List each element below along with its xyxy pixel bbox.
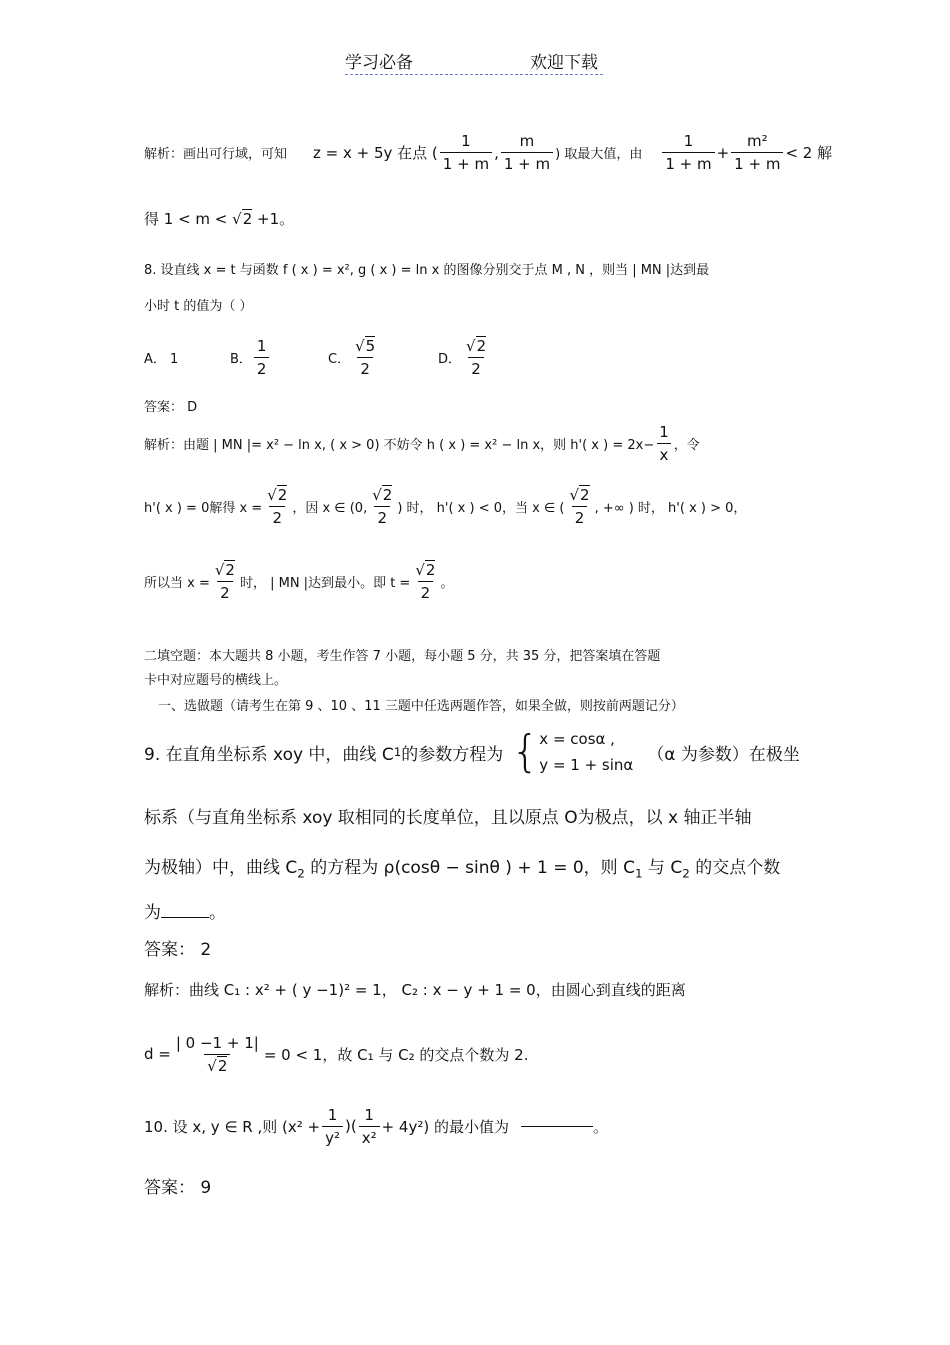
q9-line3-sub2: 1 bbox=[634, 866, 643, 881]
q8-b-frac1-den: 2 bbox=[269, 506, 285, 527]
section2-line2: 卡中对应题号的横线上。 bbox=[144, 673, 288, 688]
q7-frac4-num: m² bbox=[746, 132, 768, 150]
q8-analysis-a bbox=[144, 420, 700, 466]
q10-pre: 10. 设 x, y ∈ R ,则 (x² + bbox=[144, 1117, 321, 1136]
q7-line2-root: 2 bbox=[242, 210, 253, 228]
q8-c2: 时， | MN |达到最小。即 t = bbox=[239, 575, 411, 591]
q8-analysis-b bbox=[144, 480, 746, 532]
q10-end: 。 bbox=[593, 1117, 609, 1136]
q8-c3: 。 bbox=[440, 575, 454, 591]
q9-answer: 答案： 2 bbox=[144, 940, 212, 960]
q8-b-frac2-den: 2 bbox=[374, 506, 390, 527]
q9-analysis2-post: = 0 < 1，故 C₁ 与 C₂ 的交点个数为 2. bbox=[263, 1045, 529, 1064]
q8-c-frac1 bbox=[212, 561, 238, 602]
option-c-den: 2 bbox=[357, 357, 373, 378]
q10-post: + 4y²) 的最小值为 bbox=[381, 1117, 509, 1136]
q7-frac2-den: 1 + m bbox=[501, 152, 553, 173]
q10-frac1 bbox=[322, 1106, 343, 1147]
option-b-den: 2 bbox=[254, 357, 270, 378]
q7-frac4-den: 1 + m bbox=[731, 152, 783, 173]
q9-eq1: x = cosα , bbox=[539, 730, 615, 748]
q9-analysis2-pre: d = bbox=[144, 1045, 171, 1063]
q8-b-frac1-num: √2 bbox=[267, 485, 288, 504]
q9-analysis2-root: 2 bbox=[217, 1056, 228, 1075]
q7-frac3-den: 1 + m bbox=[662, 152, 714, 173]
q8-line1: 8. 设直线 x = t 与函数 f ( x ) = x², g ( x ) = ln x 的图像分别交于点 M , N ，则当 | MN |达到最 bbox=[144, 263, 710, 278]
q10-mid: )( bbox=[344, 1117, 357, 1135]
q8-c-frac1-root: 2 bbox=[225, 560, 235, 579]
q9-analysis2-frac bbox=[173, 1034, 262, 1075]
q9-answer-blank[interactable] bbox=[161, 917, 209, 918]
q8-c1: 所以当 x = bbox=[144, 575, 210, 591]
q9-line1 bbox=[144, 724, 800, 780]
q7-frac1-den: 1 + m bbox=[440, 152, 492, 173]
q9-analysis1: 解析：曲线 C₁ : x² + ( y −1)² = 1， C₂ : x − y + 1 = 0，由圆心到直线的距离 bbox=[144, 981, 686, 999]
q7-frac1 bbox=[440, 132, 492, 173]
q7-lead: 解析：画出可行域，可知 bbox=[144, 147, 288, 162]
q7-analysis-line1 bbox=[144, 132, 832, 173]
option-a-label: A． bbox=[144, 352, 166, 367]
q8-analysis-a-text: 解析：由题 | MN |= x² − ln x, ( x > 0) 不妨令 h ( x ) = x² − ln x，则 h'( x ) = 2x− bbox=[144, 437, 655, 453]
q9-line1-pre: 9. 在直角坐标系 xoy 中，曲线 C bbox=[144, 744, 394, 765]
q8-a-num: 1 bbox=[659, 422, 669, 441]
q8-b2: ，因 x ∈ (0, bbox=[292, 500, 368, 516]
q9-line1-mid: 的参数方程为 bbox=[401, 744, 504, 765]
q7-frac2 bbox=[501, 132, 553, 173]
q7-frac2-num: m bbox=[519, 132, 535, 150]
q8-c-frac1-den: 2 bbox=[217, 581, 233, 602]
brace-icon: { bbox=[511, 726, 540, 777]
q8-b-frac3-root: 2 bbox=[580, 485, 590, 504]
q8-c-frac2-num: √2 bbox=[415, 560, 436, 579]
q8-b4: , +∞ ) 时， h'( x ) > 0， bbox=[594, 500, 747, 516]
q10-frac1-num: 1 bbox=[327, 1105, 338, 1124]
section2-line1: 二填空题：本大题共 8 小题，考生作答 7 小题，每小题 5 分，共 35 分，把答案填在答题 bbox=[144, 649, 661, 664]
q8-b-frac1-root: 2 bbox=[277, 485, 288, 504]
q8-a-den: x bbox=[657, 443, 672, 464]
q10-frac2-num: 1 bbox=[364, 1105, 374, 1124]
q9-line4 bbox=[144, 898, 226, 923]
page-header bbox=[345, 48, 603, 75]
q9-line3-sub3: 2 bbox=[682, 866, 690, 881]
q8-analysis-a-frac bbox=[656, 423, 672, 464]
q9-line3-mid2: 与 C bbox=[642, 858, 683, 878]
option-c-root: 5 bbox=[365, 336, 376, 355]
q10-line bbox=[144, 1100, 608, 1152]
q7-mid: ) 取最大值，由 bbox=[555, 147, 643, 162]
q8-b1: h'( x ) = 0解得 x = bbox=[144, 500, 263, 516]
q7-comma: , bbox=[494, 143, 499, 162]
q8-line2: 小时 t 的值为（ ） bbox=[144, 299, 253, 314]
q8-options bbox=[144, 332, 604, 382]
q10-answer-blank[interactable] bbox=[521, 1126, 593, 1127]
q7-line2-pre: 得 1 < m < bbox=[144, 210, 228, 228]
q8-option-d bbox=[438, 332, 491, 382]
q9-analysis2-den: √2 bbox=[204, 1054, 230, 1075]
option-b-frac bbox=[254, 337, 270, 378]
q8-b-frac2 bbox=[369, 486, 395, 527]
q9-line1-post: （α 为参数）在极坐 bbox=[647, 744, 800, 765]
q8-c-frac1-num: √2 bbox=[214, 560, 235, 579]
q8-option-c bbox=[328, 332, 380, 382]
header-right: 欢迎下载 bbox=[530, 53, 598, 73]
q8-option-b bbox=[230, 332, 271, 382]
q8-b-frac3-num: √2 bbox=[569, 485, 590, 504]
q8-b-frac3-den: 2 bbox=[572, 506, 588, 527]
option-c-frac bbox=[352, 337, 378, 378]
q9-line1-sub: 1 bbox=[393, 745, 402, 759]
q8-c-frac2-root: 2 bbox=[425, 560, 436, 579]
option-c-num: √5 bbox=[355, 336, 376, 355]
q9-system bbox=[539, 726, 633, 778]
q9-line3-pre: 为极轴）中，曲线 C bbox=[144, 858, 298, 878]
q10-frac1-den: y² bbox=[322, 1126, 343, 1147]
option-d-label: D． bbox=[438, 351, 462, 367]
option-d-root: 2 bbox=[476, 336, 487, 355]
option-d-num: √2 bbox=[466, 336, 487, 355]
q8-option-a bbox=[144, 348, 178, 367]
q9-line3-post: 的交点个数 bbox=[689, 858, 781, 878]
q8-answer: 答案： D bbox=[144, 400, 198, 415]
q7-tail: < 2 解 bbox=[785, 144, 833, 162]
option-b-label: B． bbox=[230, 351, 252, 367]
header-left: 学习必备 bbox=[345, 53, 413, 73]
q7-sqrt-sign: √ bbox=[232, 210, 242, 228]
q8-c-frac2 bbox=[412, 561, 438, 602]
section2-line3: 一、选做题（请考生在第 9 、10 、11 三题中任选两题作答，如果全做，则按前两题记分） bbox=[158, 699, 684, 714]
q10-frac2 bbox=[359, 1106, 380, 1147]
q10-answer: 答案： 9 bbox=[144, 1178, 212, 1198]
q7-frac3-num: 1 bbox=[683, 132, 694, 150]
q9-line3-mid: 的方程为 ρ(cosθ − sinθ ) + 1 = 0，则 C bbox=[304, 858, 635, 878]
q7-frac4 bbox=[731, 132, 783, 173]
q7-expr1: z = x + 5y 在点 ( bbox=[313, 144, 438, 162]
q9-analysis2 bbox=[144, 1028, 528, 1080]
option-d-frac bbox=[463, 337, 489, 378]
q9-line4-post: 。 bbox=[209, 903, 226, 923]
q8-b-frac2-num: √2 bbox=[372, 485, 393, 504]
q10-frac2-den: x² bbox=[359, 1126, 380, 1147]
option-a-value: 1 bbox=[170, 352, 179, 367]
q8-b-frac1 bbox=[264, 486, 290, 527]
q9-eq2: y = 1 + sinα bbox=[539, 756, 634, 774]
q8-analysis-a-tail: ，令 bbox=[673, 437, 700, 453]
q9-line3-sub1: 2 bbox=[297, 866, 305, 881]
q8-c-frac2-den: 2 bbox=[418, 581, 434, 602]
q8-analysis-c bbox=[144, 555, 453, 607]
option-c-label: C． bbox=[328, 351, 351, 367]
q7-plus: + bbox=[716, 143, 730, 162]
q8-b-frac2-root: 2 bbox=[382, 485, 393, 504]
option-b-num: 1 bbox=[256, 336, 267, 355]
q9-analysis2-num: | 0 −1 + 1| bbox=[175, 1033, 259, 1052]
q9-line3 bbox=[144, 853, 780, 880]
q7-analysis-line2 bbox=[144, 208, 294, 229]
q9-line2: 标系（与直角坐标系 xoy 取相同的长度单位，且以原点 O为极点，以 x 轴正半轴 bbox=[144, 808, 752, 828]
q9-line4-pre: 为 bbox=[144, 903, 161, 923]
q7-line2-post: +1。 bbox=[257, 210, 295, 228]
q7-frac1-num: 1 bbox=[461, 132, 471, 150]
q8-b-frac3 bbox=[566, 486, 592, 527]
option-d-den: 2 bbox=[468, 357, 484, 378]
q8-b3: ) 时， h'( x ) < 0，当 x ∈ ( bbox=[397, 500, 565, 516]
q7-frac3 bbox=[662, 132, 714, 173]
